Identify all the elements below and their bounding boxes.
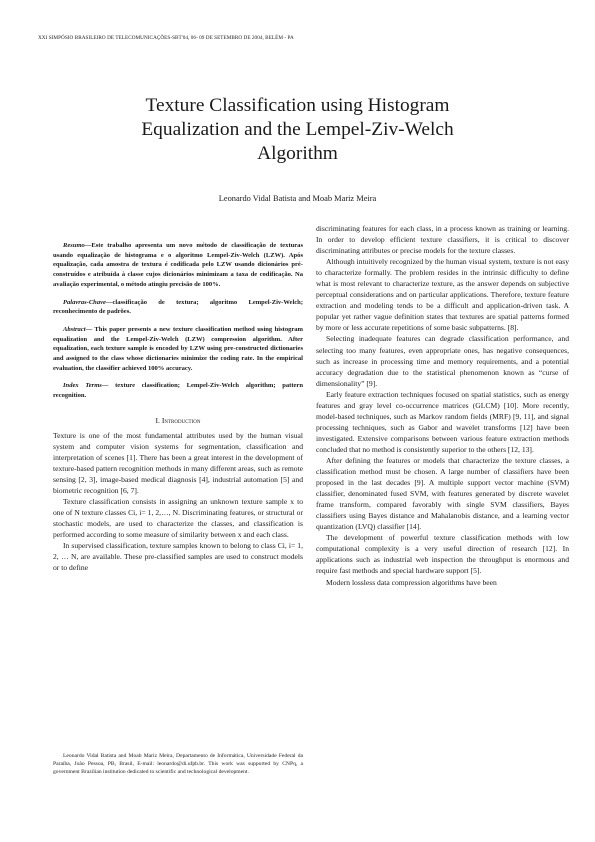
palavras-chave-text: —classificação de textura; algoritmo Lempel-Ziv-Welch; reconhecimento de padrões. [53,298,303,316]
palavras-chave-label: Palavras-Chave [63,298,106,306]
resumo-text: —Este trabalho apresenta um novo método de classificação de texturas usando equalização de histograma e o algoritmo Lempel-Ziv-Welch (LZW). Após equalização, cada amostra de textura é codificada pelo LZW usando dicionários pré-construídos e atribuída à classe cujos dicionários minimizam a taxa de codificação. Na avaliação experimental, o método atingiu precisão de 100%. [53,242,303,288]
resumo-label: Resumo [63,242,85,249]
body-paragraph-5: After defining the features or models that characterize the texture classes, a classification method must be chosen. A large number of classifiers have been proposed in the last decades [9]. A multiple support vector machine (SVM) classifier, denominated fused SVM, with features generated by discrete wavelet frame transform, compared favorably with single SVM classifiers, Bayes classifiers using Bayes distance and Mahalanobis distance, and a learning vector quantization (LVQ) classifier [14]. [316,455,569,532]
intro-paragraph-2: Texture classification consists in assigning an unknown texture sample x to one of N texture classes Ci, i= 1, 2,…, N. Discriminating features, or structural or stochastic models, are used to characterize the classes, and classification is performed according to some measure of similarity between x and each class. [53,497,303,540]
abstract-paragraph [53,325,303,374]
running-header: XXI SIMPÓSIO BRASILEIRO DE TELECOMUNICAÇÕES-SBT'04, 06- 09 DE SETEMBRO DE 2004, BELÉM - PA [38,35,294,41]
body-paragraph-4: Early feature extraction techniques focused on spatial statistics, such as energy features and gray level co-occurrence matrices (GLCM) [10]. More recently, model-based techniques, such as Markov random fields (MRF) [9, 11], and signal processing techniques, such as Gabor and wavelet transforms [12] have been investigated. Extensive comparisons between various feature extraction methods concluded that no method is consistently superior to the others [12, 13]. [316,389,569,454]
affiliation-footnote [53,753,303,777]
index-terms-paragraph [53,381,303,400]
section-heading-introduction [53,415,303,426]
resumo-paragraph [53,241,303,290]
index-terms-text: — texture classification; Lempel-Ziv-Welch algorithm; pattern recognition. [53,382,303,400]
abstract-text: — This paper presents a new texture classification method using histogram equalization and the Lempel-Ziv-Welch (LZW) compression algorithm. After equalization, each texture sample is encoded by LZW using pre-constructed dictionaries and assigned to the class whose dictionaries minimize the coding rate. In the empirical evaluation, the classifier achieved 100% accuracy. [53,325,303,372]
intro-paragraph-1: Texture is one of the most fundamental attributes used by the human visual system and computer vision systems for segmentation, classification and interpretation of scenes [1]. There has been a great interest in the development of texture-based pattern recognition methods in many different areas, such as remote sensing [2, 3], image-based medical diagnosis [4], industrial automation [5] and biometric recognition [6, 7]. [53,430,303,496]
abstract-label: Abstract [63,325,86,333]
author-line: Leonardo Vidal Batista and Moab Mariz Meira [218,194,377,203]
section-title: Introduction [161,415,201,425]
section-number: I. [155,415,160,425]
right-column [316,223,569,588]
paper-title [40,94,555,167]
body-paragraph-1: discriminating features for each class, in a process known as training or learning. In order to develop efficient texture classifiers, it is critical to discover discriminating attributes or precise models for the texture classes. [316,224,569,256]
body-paragraph-3: Selecting inadequate features can degrade classification performance, and selecting too many features, even appropriate ones, has negative consequences, such as increase in processing time and memory requirements, and a potential accuracy degradation due to the statistical phenomenon known as “curse of dimensionality” [9]. [316,334,569,388]
index-terms-label: Index Terms [63,382,102,390]
footnote-text: Leonardo Vidal Batista and Moab Mariz Meira, Departamento de Informática, Universidade Federal da Paraíba, João Pessoa, PB, Brasil, E-mail: leonardo@di.ufpb.br. This work was supported by CNPq, a government Brazilian institution dedicated to scientific and technological development. [53,753,303,775]
body-paragraph-2: Although intuitively recognized by the human visual system, texture is not easy to characterize formally. The problem resides in the intrinsic difficulty to define what is most relevant to characterize texture, as the answer depends on subjective perceptual considerations and on particular applications. Therefore, texture feature extraction and modeling tends to be a difficult and application-driven task. A popular yet rather vague definition states that textures are spatial patterns formed by more or less accurate repetitions of some basic subpatterns. [8]. [316,257,569,333]
title-line-2: Equalization and the Lempel-Ziv-Welch [141,119,454,141]
body-paragraph-6: The development of powerful texture classification methods with low computational complexity is a very useful direction of research [12]. In applications such as industrial web inspection the throughput is enormous and require fast methods and special hardware support [5]. [316,533,569,576]
title-line-3: Algorithm [257,143,338,165]
left-column [53,223,303,574]
palavras-chave-paragraph [53,298,303,317]
intro-paragraph-3: In supervised classification, texture samples known to belong to class Ci, i= 1, 2, … N, are available. These pre-classified samples are used to construct models or to define [53,541,303,573]
body-paragraph-7: Modern lossless data compression algorithms have been [326,577,497,587]
title-line-1: Texture Classification using Histogram [145,95,450,116]
